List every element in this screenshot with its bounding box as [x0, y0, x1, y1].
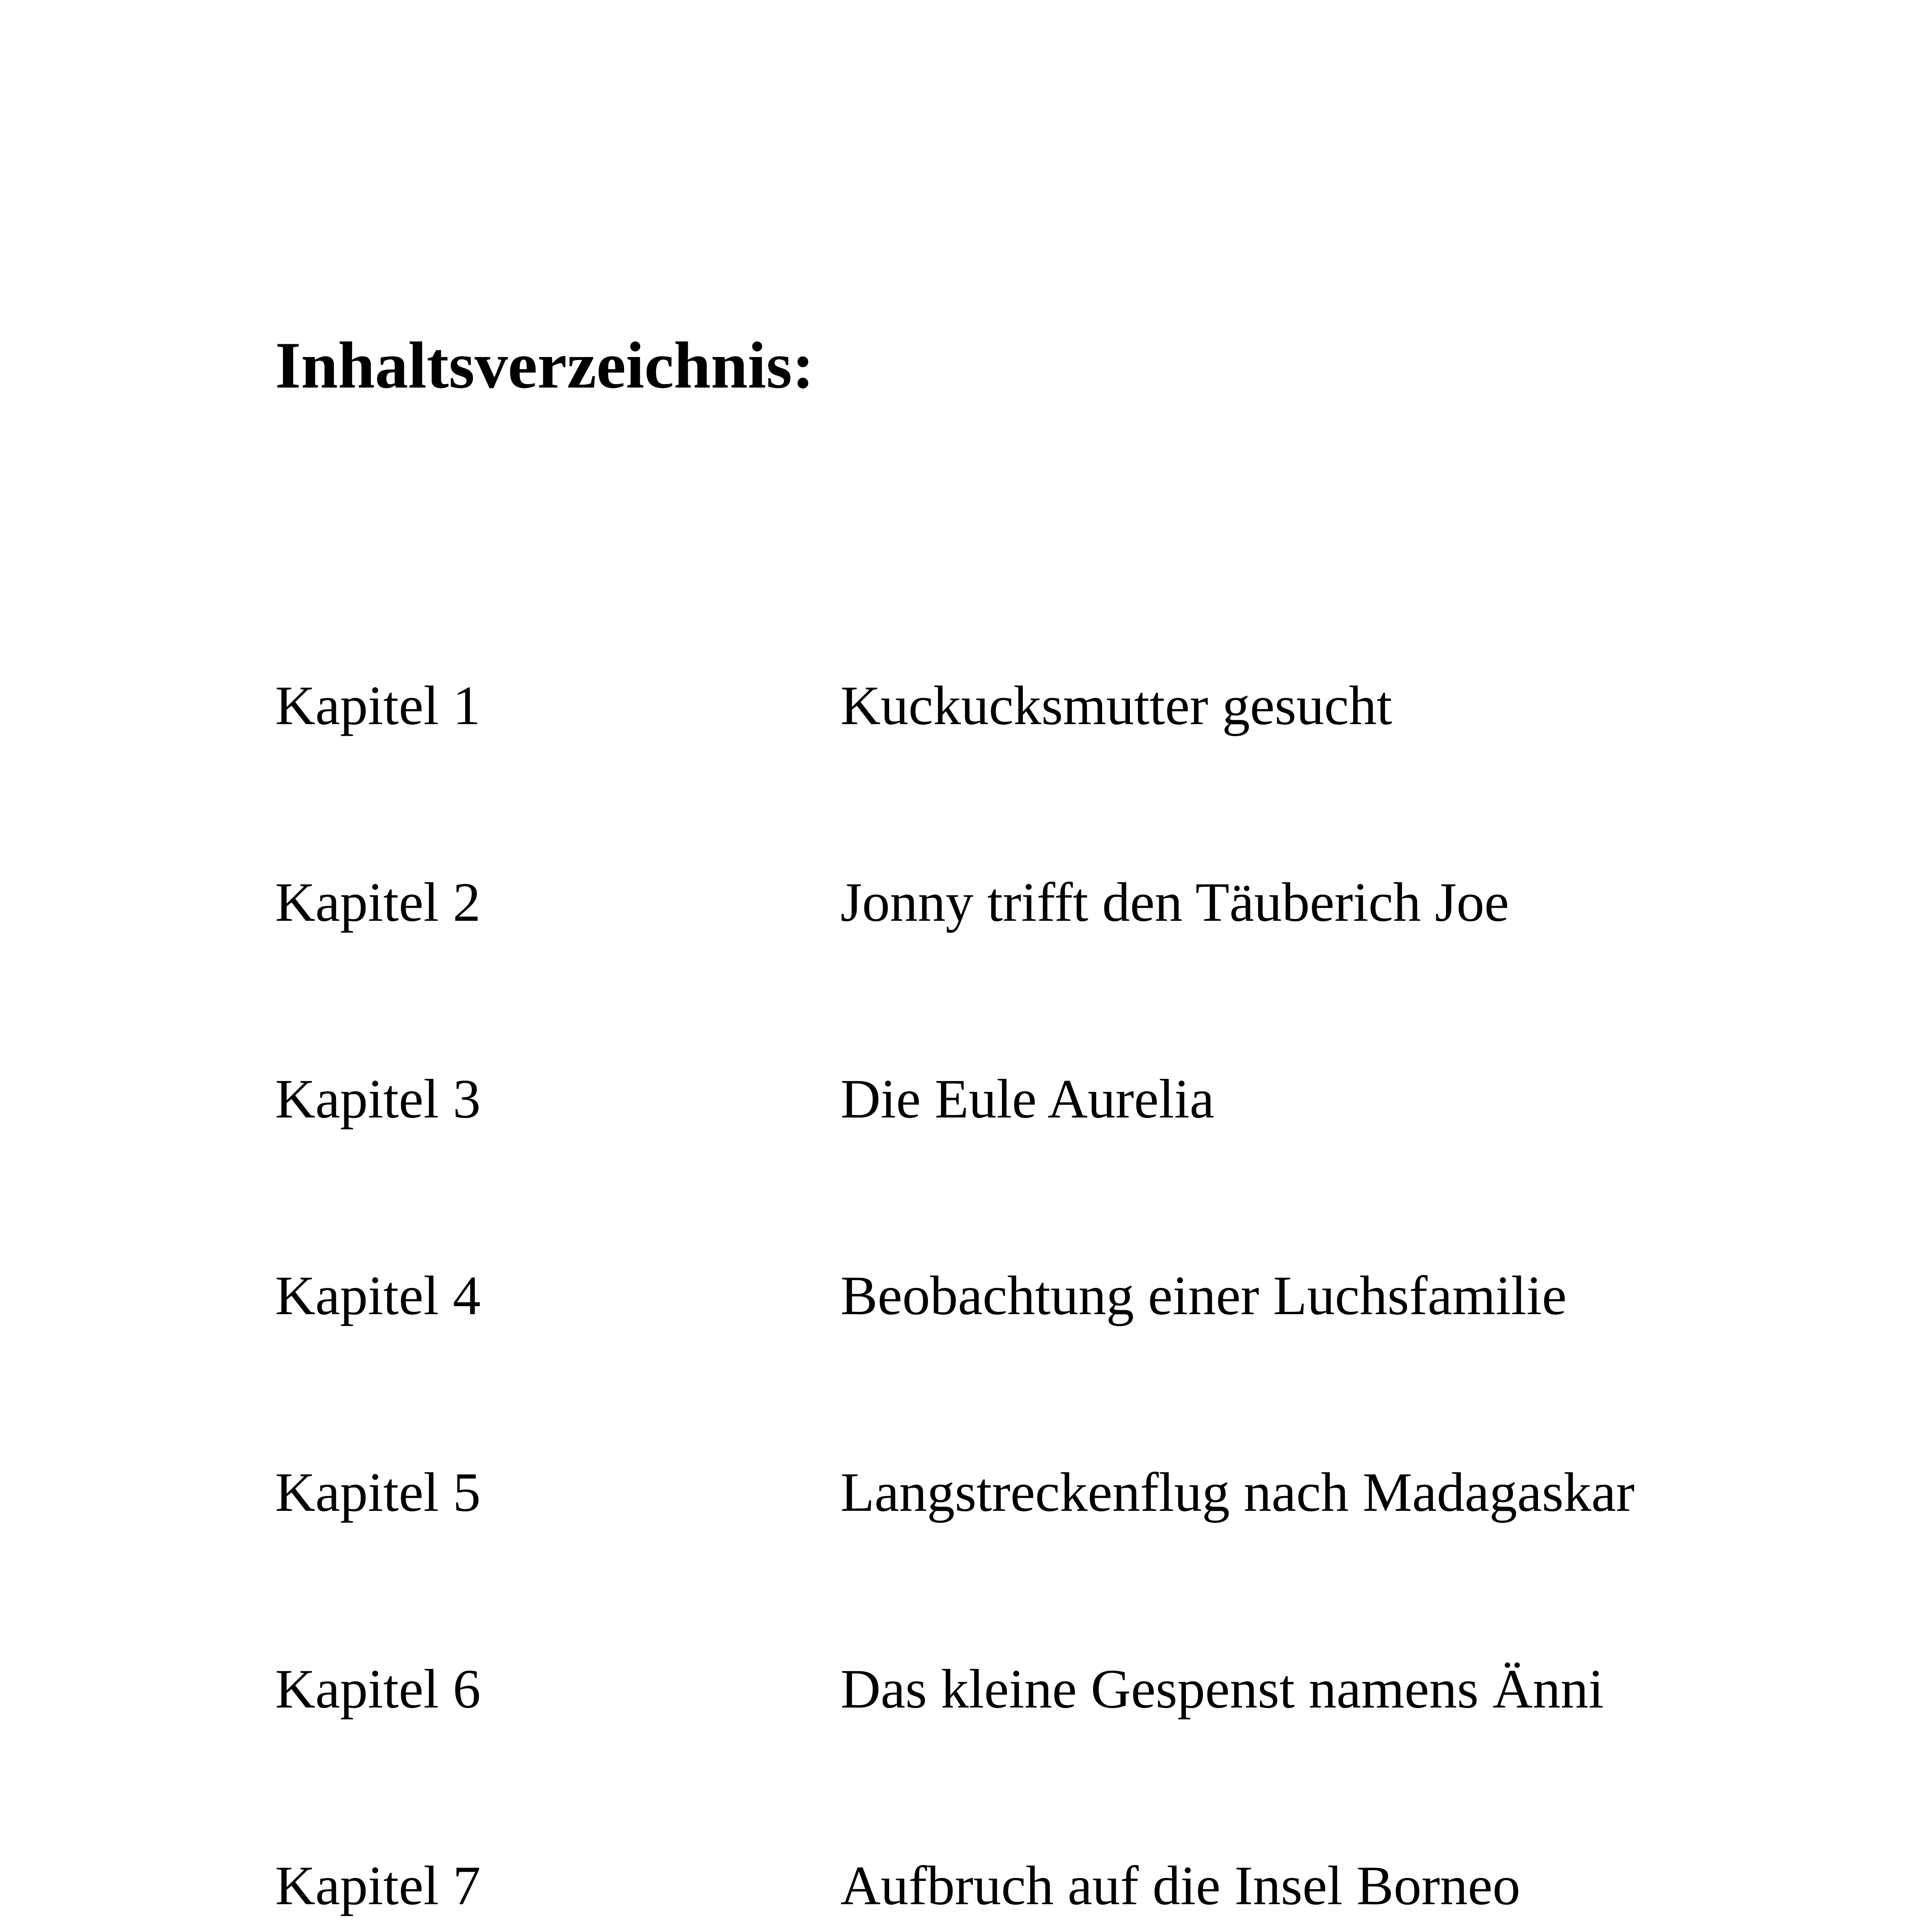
toc-entry [275, 1658, 1821, 1858]
chapter-number: Kapitel 6 [275, 1658, 481, 1720]
chapter-number: Kapitel 1 [275, 675, 481, 736]
toc-entry [275, 1265, 1821, 1465]
chapter-title: Langstreckenflug nach Madagaskar [840, 1462, 1635, 1523]
chapter-title: Beobachtung einer Luchsfamilie [840, 1265, 1567, 1327]
chapter-number: Kapitel 4 [275, 1265, 481, 1327]
chapter-number: Kapitel 5 [275, 1462, 481, 1523]
chapter-number: Kapitel 7 [275, 1855, 481, 1917]
chapter-title: Kuckucksmutter gesucht [840, 675, 1392, 736]
chapter-title: Jonny trifft den Täuberich Joe [840, 872, 1509, 933]
toc-entry [275, 1068, 1821, 1268]
toc-heading: Inhaltsverzeichnis: [275, 329, 815, 402]
table-of-contents [275, 675, 1821, 1932]
chapter-title: Aufbruch auf die Insel Borneo [840, 1855, 1521, 1917]
chapter-title: Das kleine Gespenst namens Änni [840, 1658, 1604, 1720]
toc-entry [275, 1855, 1821, 1932]
chapter-title: Die Eule Aurelia [840, 1068, 1214, 1130]
toc-entry [275, 1462, 1821, 1662]
chapter-number: Kapitel 3 [275, 1068, 481, 1130]
toc-entry [275, 872, 1821, 1071]
toc-entry [275, 675, 1821, 875]
chapter-number: Kapitel 2 [275, 872, 481, 933]
